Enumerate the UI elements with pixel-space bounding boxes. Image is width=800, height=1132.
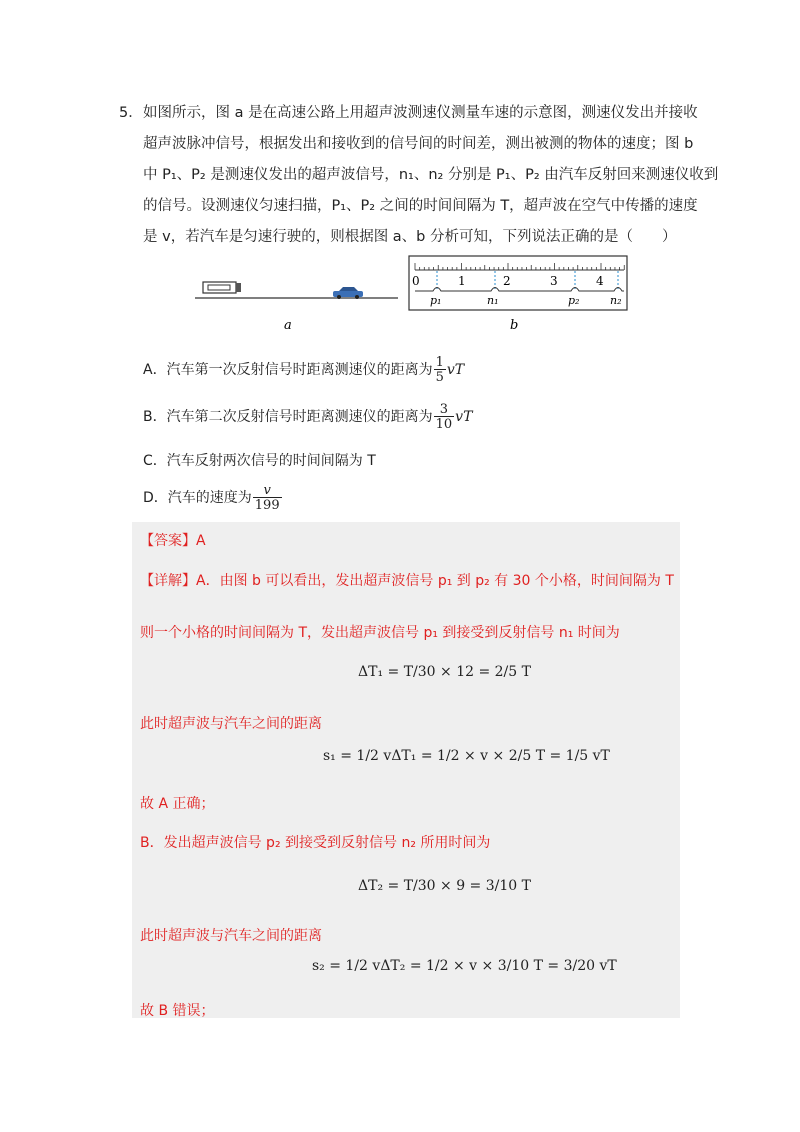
question-line-5: 是 v，若汽车是匀速行驶的，则根据图 a、b 分析可知，下列说法正确的是（ ）	[143, 229, 677, 245]
scale-num-3: 3	[550, 274, 558, 288]
scale-num-4: 4	[596, 274, 604, 288]
option-a-den: 5	[435, 370, 444, 385]
scale-num-1: 1	[458, 274, 466, 288]
option-d-den: 199	[254, 498, 280, 513]
detail-line-3: 此时超声波与汽车之间的距离	[140, 716, 322, 732]
figure-ab	[0, 0, 800, 340]
detail-line-7: 故 B 错误；	[140, 1003, 215, 1019]
marker-n1: n₁	[487, 294, 499, 307]
device-window	[208, 285, 230, 290]
option-a-num: 1	[435, 355, 444, 370]
option-a	[143, 356, 464, 384]
scale-num-2: 2	[503, 274, 511, 288]
figure-a-label: a	[284, 318, 292, 333]
option-a-text: A．汽车第一次反射信号时距离测速仪的距离为	[143, 362, 433, 378]
detail-line-4: 故 A 正确；	[140, 796, 215, 812]
equation-4: s₂ = 1/2 vΔT₂ = 1/2 × v × 3/10 T = 3/20 vT	[312, 958, 617, 974]
question-line-1: 如图所示，图 a 是在高速公路上用超声波测速仪测量车速的示意图，测速仪发出并接收	[143, 105, 698, 121]
marker-p2: p₂	[568, 294, 580, 307]
option-b	[143, 403, 472, 431]
equation-1: ΔT₁ = T/30 × 12 = 2/5 T	[358, 664, 531, 680]
option-b-text: B．汽车第二次反射信号时距离测速仪的距离为	[143, 409, 433, 425]
question-line-4: 的信号。设测速仪匀速扫描，P₁、P₂ 之间的时间间隔为 T，超声波在空气中传播的速度	[143, 198, 698, 214]
option-b-suffix: vT	[455, 409, 473, 425]
option-b-den: 10	[435, 417, 453, 432]
answer-label: 【答案】A	[140, 533, 206, 549]
figure-a	[195, 282, 398, 299]
pulse-trace	[415, 288, 624, 292]
device-head	[236, 283, 241, 292]
question-number: 5．	[119, 105, 143, 121]
figure-b-label: b	[510, 318, 519, 333]
detail-line-6: 此时超声波与汽车之间的距离	[140, 928, 322, 944]
equation-3: ΔT₂ = T/30 × 9 = 3/10 T	[358, 878, 531, 894]
detail-label: 【详解】	[140, 573, 196, 589]
marker-p1: p₁	[430, 294, 442, 307]
car-icon	[333, 287, 363, 299]
detail-line-1	[140, 570, 674, 590]
marker-n2: n₂	[610, 294, 622, 307]
option-c: C．汽车反射两次信号的时间间隔为 T	[143, 453, 376, 469]
option-d-num: v	[263, 483, 271, 498]
option-d	[143, 484, 283, 512]
question-line-3: 中 P₁、P₂ 是测速仪发出的超声波信号，n₁、n₂ 分别是 P₁、P₂ 由汽车反射回来测速仪收到	[143, 167, 719, 183]
scale-num-0: 0	[412, 274, 420, 288]
question-line-2: 超声波脉冲信号，根据发出和接收到的信号间的时间差，测出被测的物体的速度；图 b	[143, 136, 694, 152]
scale-frame	[409, 256, 627, 310]
figure-b	[409, 256, 627, 310]
option-d-text: D．汽车的速度为	[143, 490, 252, 506]
scale-ticks	[415, 263, 624, 270]
detail-line-2: 则一个小格的时间间隔为 T，发出超声波信号 p₁ 到接受到反射信号 n₁ 时间为	[140, 625, 620, 641]
equation-2: s₁ = 1/2 vΔT₁ = 1/2 × v × 2/5 T = 1/5 vT	[323, 748, 610, 764]
option-b-num: 3	[439, 402, 449, 417]
detail-line-5: B．发出超声波信号 p₂ 到接受到反射信号 n₂ 所用时间为	[140, 835, 491, 851]
detail-line-1-text: A．由图 b 可以看出，发出超声波信号 p₁ 到 p₂ 有 30 个小格，时间间隔为 T	[196, 573, 674, 589]
option-a-suffix: vT	[446, 362, 465, 378]
